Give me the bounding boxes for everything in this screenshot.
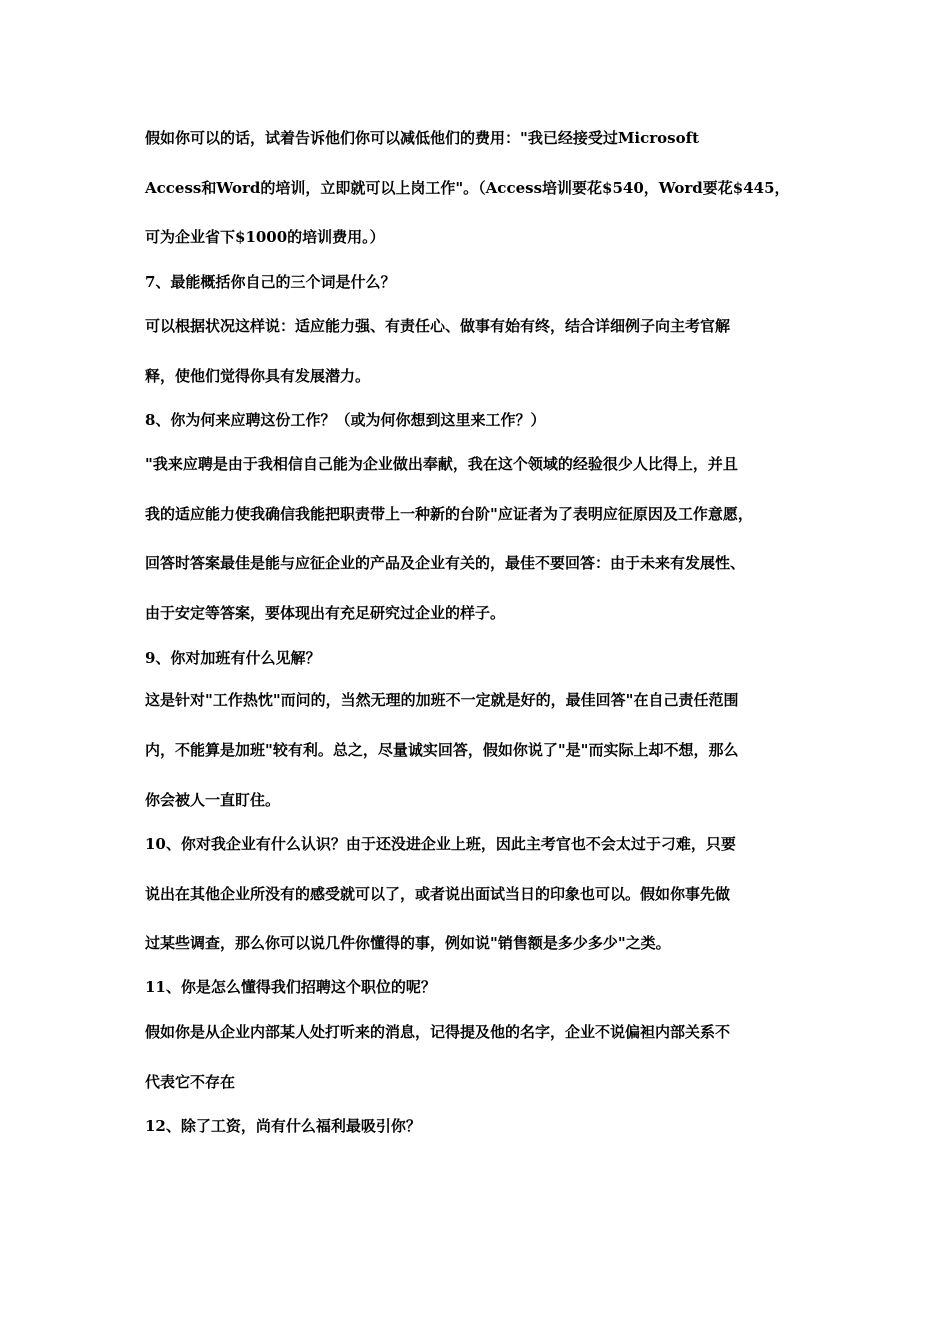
question-heading: 12、除了工资，尚有什么福利最吸引你？: [145, 1117, 421, 1135]
question-heading: 10、你对我企业有什么认识？由于还没进企业上班，因此主考官也不会太过于刁难，只要: [145, 835, 736, 853]
body-text-line: 这是针对"工作热忱"而问的，当然无理的加班不一定就是好的，最佳回答"在自己责任范围: [145, 691, 739, 709]
question-heading: 7、最能概括你自己的三个词是什么？: [145, 273, 396, 291]
body-text-line: 假如你是从企业内部某人处打听来的消息，记得提及他的名字，企业不说偏袒内部关系不: [145, 1023, 731, 1041]
body-text-line: 可以根据状况这样说：适应能力强、有责任心、做事有始有终，结合详细例子向主考官解: [145, 317, 731, 335]
question-heading: 9、你对加班有什么见解？: [145, 649, 321, 667]
body-text-line: 由于安定等答案，要体现出有充足研究过企业的样子。: [145, 604, 506, 622]
body-text-line: 可为企业省下$1000的培训费用。）: [145, 228, 385, 246]
body-text-line: 内，不能算是加班"较有利。总之，尽量诚实回答，假如你说了"是"而实际上却不想，那么: [145, 741, 739, 759]
question-heading: 8、你为何来应聘这份工作？（或为何你想到这里来工作？）: [145, 411, 546, 429]
body-text-line: Access和Word的培训，立即就可以上岗工作"。（Access培训要花$540，Word要花$445，: [145, 179, 790, 197]
body-text-line: 释，使他们觉得你具有发展潜力。: [145, 367, 371, 385]
body-text-line: "我来应聘是由于我相信自己能为企业做出奉献，我在这个领域的经验很少人比得上，并且: [145, 455, 738, 473]
body-text-line: 说出在其他企业所没有的感受就可以了，或者说出面试当日的印象也可以。假如你事先做: [145, 885, 731, 903]
body-text-line: 你会被人一直盯住。: [145, 791, 281, 809]
body-text-line: 代表它不存在: [145, 1073, 236, 1091]
body-text-line: 回答时答案最佳是能与应征企业的产品及企业有关的，最佳不要回答：由于未来有发展性、: [145, 554, 746, 572]
question-heading: 11、你是怎么懂得我们招聘这个职位的呢？: [145, 978, 436, 996]
body-text-line: 假如你可以的话，试着告诉他们你可以减低他们的费用："我已经接受过Microsoft: [145, 129, 699, 147]
body-text-line: 我的适应能力使我确信我能把职责带上一种新的台阶"应证者为了表明应征原因及工作意愿，: [145, 505, 753, 523]
body-text-line: 过某些调查，那么你可以说几件你懂得的事，例如说"销售额是多少多少"之类。: [145, 934, 671, 952]
